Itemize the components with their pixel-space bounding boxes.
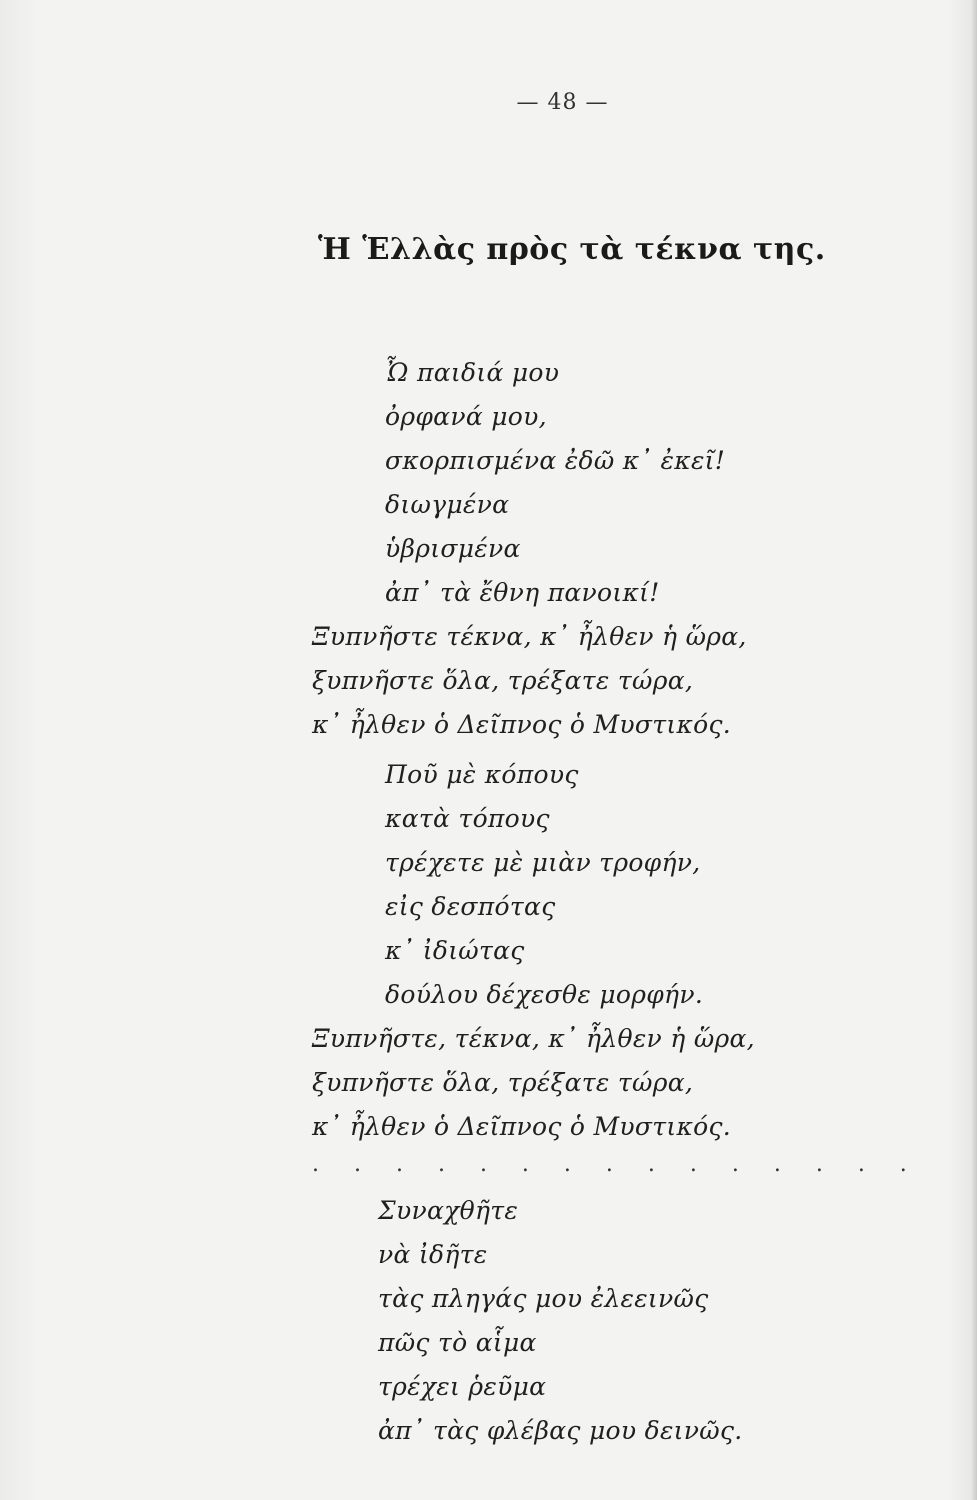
stanza3-line-2: νὰ ἰδῆτε (378, 1240, 488, 1269)
poem-title: Ἡ Ἑλλὰς πρὸς τὰ τέκνα της. (318, 232, 826, 267)
stanza3-line-4: πῶς τὸ αἷμα (378, 1328, 537, 1357)
stanza1-line-8: ξυπνῆστε ὅλα, τρέξατε τώρα, (312, 666, 694, 695)
stanza2-line-4: εἰς δεσπότας (385, 892, 556, 921)
page-number: — 48 — (516, 90, 609, 115)
stanza1-line-2: ὀρφανά μου, (385, 402, 547, 431)
stanza1-line-6: ἀπ᾽ τὰ ἔθνη πανοικί! (385, 578, 660, 607)
section-separator: . . . . . . . . . . . . . . . (312, 1152, 921, 1177)
stanza2-line-3: τρέχετε μὲ μιὰν τροφήν, (385, 848, 701, 877)
stanza2-line-9: κ᾽ ἦλθεν ὁ Δεῖπνος ὁ Μυστικός. (312, 1112, 732, 1141)
stanza3-line-3: τὰς πληγάς μου ἐλεεινῶς (378, 1284, 709, 1313)
stanza1-line-4: διωγμένα (385, 490, 510, 519)
stanza2-line-5: κ᾽ ἰδιώτας (385, 936, 525, 965)
stanza2-line-2: κατὰ τόπους (385, 804, 550, 833)
stanza1-line-7: Ξυπνῆστε τέκνα, κ᾽ ἦλθεν ἡ ὥρα, (312, 622, 747, 651)
stanza1-line-5: ὑβρισμένα (385, 534, 521, 563)
page-edge-shadow (971, 0, 977, 1500)
stanza2-line-6: δούλου δέχεσθε μορφήν. (385, 980, 704, 1009)
stanza3-line-1: Συναχθῆτε (378, 1196, 519, 1225)
stanza1-line-3: σκορπισμένα ἐδῶ κ᾽ ἐκεῖ! (385, 446, 726, 475)
stanza3-line-6: ἀπ᾽ τὰς φλέβας μου δεινῶς. (378, 1416, 743, 1445)
stanza3-line-5: τρέχει ῥεῦμα (378, 1372, 547, 1401)
stanza2-line-8: ξυπνῆστε ὅλα, τρέξατε τώρα, (312, 1068, 694, 1097)
stanza2-line-7: Ξυπνῆστε, τέκνα, κ᾽ ἦλθεν ἡ ὥρα, (312, 1024, 755, 1053)
stanza2-line-1: Ποῦ μὲ κόπους (385, 760, 579, 789)
stanza1-line-9: κ᾽ ἦλθεν ὁ Δεῖπνος ὁ Μυστικός. (312, 710, 732, 739)
stanza1-line-1: Ὦ παιδιά μου (385, 358, 560, 387)
